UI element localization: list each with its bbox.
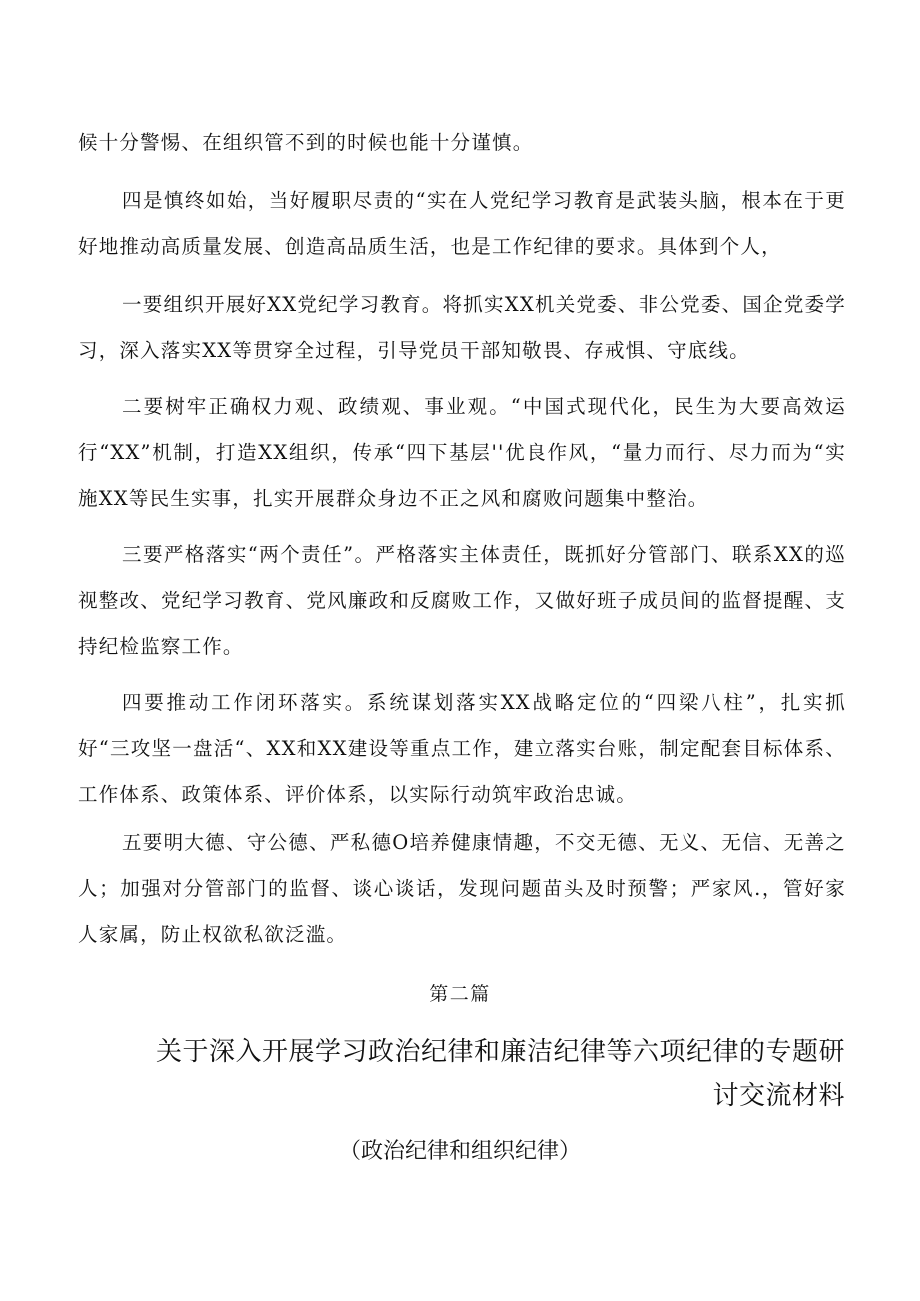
document-title: [130, 1030, 845, 1118]
document-subtitle: （政治纪律和组织纪律）: [338, 1139, 581, 1164]
title-line-2: 讨交流材料: [712, 1081, 845, 1111]
paragraph-item-three: 三要严格落实“两个责任”。严格落实主体责任，既抓好分管部门、联系XX的巡视整改、党纪学习教育、党风廉政和反腐败工作，又做好班子成员间的监督提醒、支持纪检监察工作。: [78, 543, 846, 658]
paragraph-item-four: 四要推动工作闭环落实。系统谋划落实XX战略定位的“四梁八柱”，扎实抓好“三攻坚一盘活“、XX和XX建设等重点工作，建立落实台账，制定配套目标体系、工作体系、政策体系、评价体系，以实际行动筑牢政治忠诚。: [78, 691, 846, 806]
paragraph-item-five: 五要明大德、守公德、严私德O培养健康情趣，不交无德、无义、无信、无善之人；加强对分管部门的监督、谈心谈话，发现问题苗头及时预警；严家风.，管好家人家属，防止权欲私欲泛滥。: [78, 831, 846, 946]
paragraph-item-two: 二要树牢正确权力观、政绩观、事业观。“中国式现代化，民生为大要高效运行“XX”机制，打造XX组织，传承“四下基层''优良作风，“量力而行、尽力而为“实施XX等民生实事，扎实开展群众身边不正之风和腐败问题集中整治。: [78, 395, 846, 510]
paragraph-item-one: 一要组织开展好XX党纪学习教育。将抓实XX机关党委、非公党委、国企党委学习，深入落实XX等贯穿全过程，引导党员干部知敬畏、存戒惧、守底线。: [78, 293, 846, 362]
paragraph-four-principle: 四是慎终如始，当好履职尽责的“实在人党纪学习教育是武装头脑，根本在于更好地推动高质量发展、创造高品质生活，也是工作纪律的要求。具体到个人，: [78, 189, 846, 258]
title-line-1: 关于深入开展学习政治纪律和廉洁纪律等六项纪律的专题研: [155, 1037, 845, 1067]
section-label: 第二篇: [429, 983, 491, 1005]
paragraph-continuation: 候十分警惕、在组织管不到的时候也能十分谨慎。: [78, 131, 534, 154]
